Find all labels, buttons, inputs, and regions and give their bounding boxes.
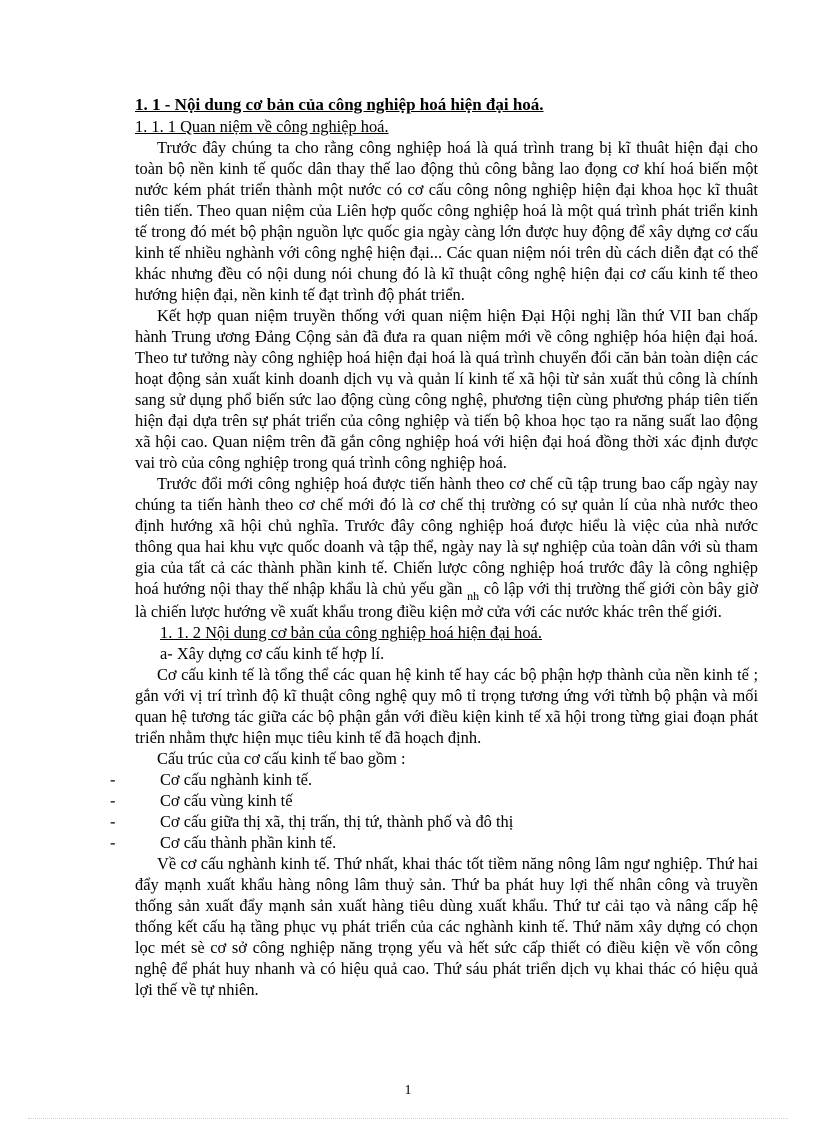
paragraph: Kết hợp quan niệm truyền thống với quan niệm hiện Đại Hội nghị lần thứ VII ban chấp hành Trung ương Đảng Cộng sản đã đưa ra quan niệm mới về công nghiệp hóa hiện đại hoá. Theo tư tưởng này công nghiệp hoá hiện đại hoá là quá trình chuyển đổi căn bản toàn diện các hoạt động sản xuất kinh doanh dịch vụ và quản lí kinh tế xã hội từ sản xuất thủ công là chính sang sử dụng phổ biến sức lao động cùng công nghệ, phương tiện cùng phương pháp tiên tiến hiện đại dựa trên sự phát triển của công nghiệp và tiến bộ khoa học tạo ra năng suất lao động xã hội cao. Quan niệm trên đã gắn công nghiệp hoá với hiện đại hoá đồng thời xác định được vai trò của công nghiệp trong quá trình công nghiệp hoá. [135,306,758,472]
list-item: - Cơ cấu thành phần kinh tế. [110,833,337,852]
paragraph: Trước đây chúng ta cho rằng công nghiệp hoá là quá trình trang bị kĩ thuât hiện đại cho toàn bộ nền kinh tế quốc dân thay thế lao động thủ công bằng lao đọng cơ khí hoá biến một nước kém phát triển thành một nước có cơ cấu công nông nghiệp hiện đại khoa học kĩ thuât tiên tiến. Theo quan niệm của Liên hợp quốc công nghiệp hoá là một quá trình phát triển kinh tế trong đó mét bộ phận nguồn lực quốc gia ngày càng lớn được huy động để xây dựng cơ cấu kinh tế nhiều nghành với công nghệ hiện đại... Các quan niệm nói trên dù cách diễn đạt có thể khác nhưng đều có nội dung nói chung đó là kĩ thuật công nghệ hiện đại cơ cấu kinh tế theo hướng hiện đại, nền kinh tế đạt trình độ phát triển. [135,138,758,304]
list-dash: - [110,812,116,831]
list-dash: - [110,791,116,810]
paragraph: Về cơ cấu nghành kinh tế. Thứ nhất, khai thác tốt tiềm năng nông lâm ngư nghiệp. Thứ hai đẩy mạnh xuất khẩu hàng nông lâm thuỷ sản. Thứ ba phát huy lợi thế nhân công và truyền thống sản xuất đẩy mạnh sản xuất hàng tiêu dùng xuất khẩu. Thứ tư cải tạo và nâng cấp hệ thống kết cấu hạ tầng phục vụ phát triển của các nghành kinh tế. Thứ năm xây dựng có chọn lọc mét sè cơ sở công nghiệp năng trọng yếu và hết sức cấp thiết có điều kiện về vốn công nghệ để phát huy nhanh và có hiệu quả cao. Thứ sáu phát triển dịch vụ khai thác có hiệu quả lợi thế về tự nhiên. [135,854,758,999]
section-heading-1-1-1: 1. 1. 1 Quan niệm về công nghiệp hoá. [135,117,389,136]
list-dash: - [110,833,116,852]
structure-list [110,769,758,853]
list-intro: Cấu trúc của cơ cấu kinh tế bao gồm : [157,749,406,768]
main-heading: 1. 1 - Nội dung cơ bản của công nghiệp hoá hiện đại hoá. [135,95,544,114]
list-item: - Cơ cấu vùng kinh tế [110,791,293,810]
paragraph-text: Trước đổi mới công nghiệp hoá được tiến hành theo cơ chế cũ tập trung bao cấp ngày nay chúng ta tiến hành theo cơ chế mới đó là cơ chế thị trường có sự quản lí của nhà nước theo định hướng xã hội chủ nghĩa. Trước đây công nghiệp hoá được hiểu là việc của nhà nước thông qua hai khu vực quốc doanh và tập thể, ngày nay là sự nghiệp của toàn dân với sù tham gia của tất cả các thành phần kinh tế. Chiến lược công nghiệp hoá trước đây là công nghiệp hoá hướng nội thay thế nhập khẩu là chủ yếu gần [135,474,758,598]
page-bottom-divider [28,1118,788,1119]
paragraph [135,473,758,622]
paragraph-text: cô lập với thị trường thế giới còn bây giờ là chiến lược hướng về xuất khẩu trong điều kiện mở cửa với các nước khác trên thế giới. [135,579,758,621]
paragraph: Cơ cấu kinh tế là tổng thể các quan hệ kinh tế hay các bộ phận hợp thành của nền kinh tế ; gắn với vị trí trình độ kĩ thuật công nghệ quy mô tỉ trọng tương ứng với từnh bộ phận và mối quan hệ tương tác giữa các bộ phận gắn với điều kiện kinh tế xã hội trong từng giai đoạn phát triển nhằm thực hiện mục tiêu kinh tế đã hoạch định. [135,665,758,747]
section-heading-1-1-2: 1. 1. 2 Nội dung cơ bản của công nghiệp hoá hiện đại hoá. [160,623,542,642]
subsection-item-a: a- Xây dựng cơ cấu kinh tế hợp lí. [160,644,385,663]
stray-superscript: nh [467,589,480,603]
list-item: - Cơ cấu giữa thị xã, thị trấn, thị tứ, thành phố và đô thị [110,812,514,831]
list-item: - Cơ cấu nghành kinh tế. [110,770,313,789]
page-number: 1 [404,1083,412,1098]
page-content [110,94,758,1000]
list-dash: - [110,770,116,789]
